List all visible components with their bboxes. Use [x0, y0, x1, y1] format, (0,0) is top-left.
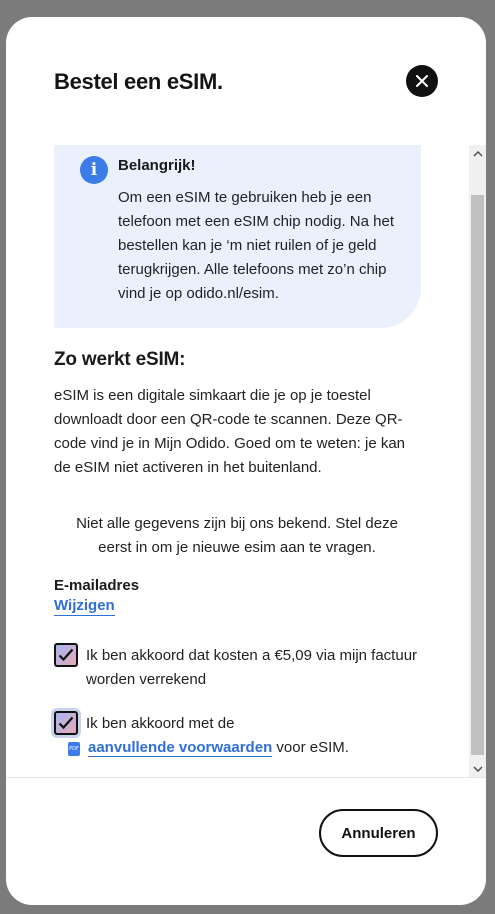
change-email-link[interactable]: Wijzigen: [54, 597, 115, 614]
costs-agreement-row: [54, 644, 424, 692]
cancel-button[interactable]: Annuleren: [319, 809, 438, 857]
info-icon: i: [80, 156, 108, 184]
chevron-up-icon: [473, 151, 483, 157]
how-it-works-title: Zo werkt eSIM:: [54, 349, 186, 370]
costs-agreement-label: Ik ben akkoord dat kosten a €5,09 via mijn factuur worden verrekend: [86, 647, 418, 688]
dialog-content: [54, 145, 424, 760]
close-button[interactable]: [406, 65, 438, 97]
checkmark-icon: [58, 716, 74, 730]
esim-order-dialog: [6, 17, 486, 905]
missing-data-notice: Niet alle gegevens zijn bij ons bekend. Stel deze eerst in om je nieuwe esim aan te vragen.: [76, 515, 398, 556]
terms-agreement-label: [69, 712, 349, 760]
scroll-down-arrow[interactable]: [469, 760, 486, 777]
terms-prefix: Ik ben akkoord met de: [86, 715, 235, 732]
important-notice-box: [54, 145, 421, 328]
footer-divider: [6, 777, 486, 778]
terms-suffix: voor eSIM.: [272, 739, 349, 756]
email-label: E-mailadres: [54, 577, 140, 594]
checkmark-icon: [58, 648, 74, 662]
scrollbar[interactable]: [469, 145, 486, 777]
chevron-down-icon: [473, 766, 483, 772]
costs-agreement-checkbox[interactable]: [54, 643, 78, 667]
dialog-title: Bestel een eSIM.: [54, 69, 223, 94]
terms-agreement-row: [54, 712, 424, 760]
terms-agreement-checkbox[interactable]: [54, 711, 78, 735]
dialog-scroll-area[interactable]: [6, 145, 486, 777]
notice-title: Belangrijk!: [118, 157, 196, 174]
pdf-icon: PDF: [68, 742, 80, 756]
terms-link[interactable]: aanvullende voorwaarden: [88, 739, 273, 756]
close-icon: [416, 75, 428, 87]
scroll-thumb[interactable]: [471, 195, 484, 755]
how-it-works-text: eSIM is een digitale simkaart die je op je toestel downloadt door een QR-code te scannen. Deze QR-code vind je in Mijn Odido. Goed om te weten: je kan de eSIM niet activeren in het buitenland.: [54, 387, 406, 476]
notice-text: Om een eSIM te gebruiken heb je een telefoon met een eSIM chip nodig. Na het bestellen kan je ‘m niet ruilen of je geld terugkrijgen. Alle telefoons met zo’n chip vind je op odido.nl/esim.: [118, 189, 395, 302]
scroll-up-arrow[interactable]: [469, 145, 486, 162]
